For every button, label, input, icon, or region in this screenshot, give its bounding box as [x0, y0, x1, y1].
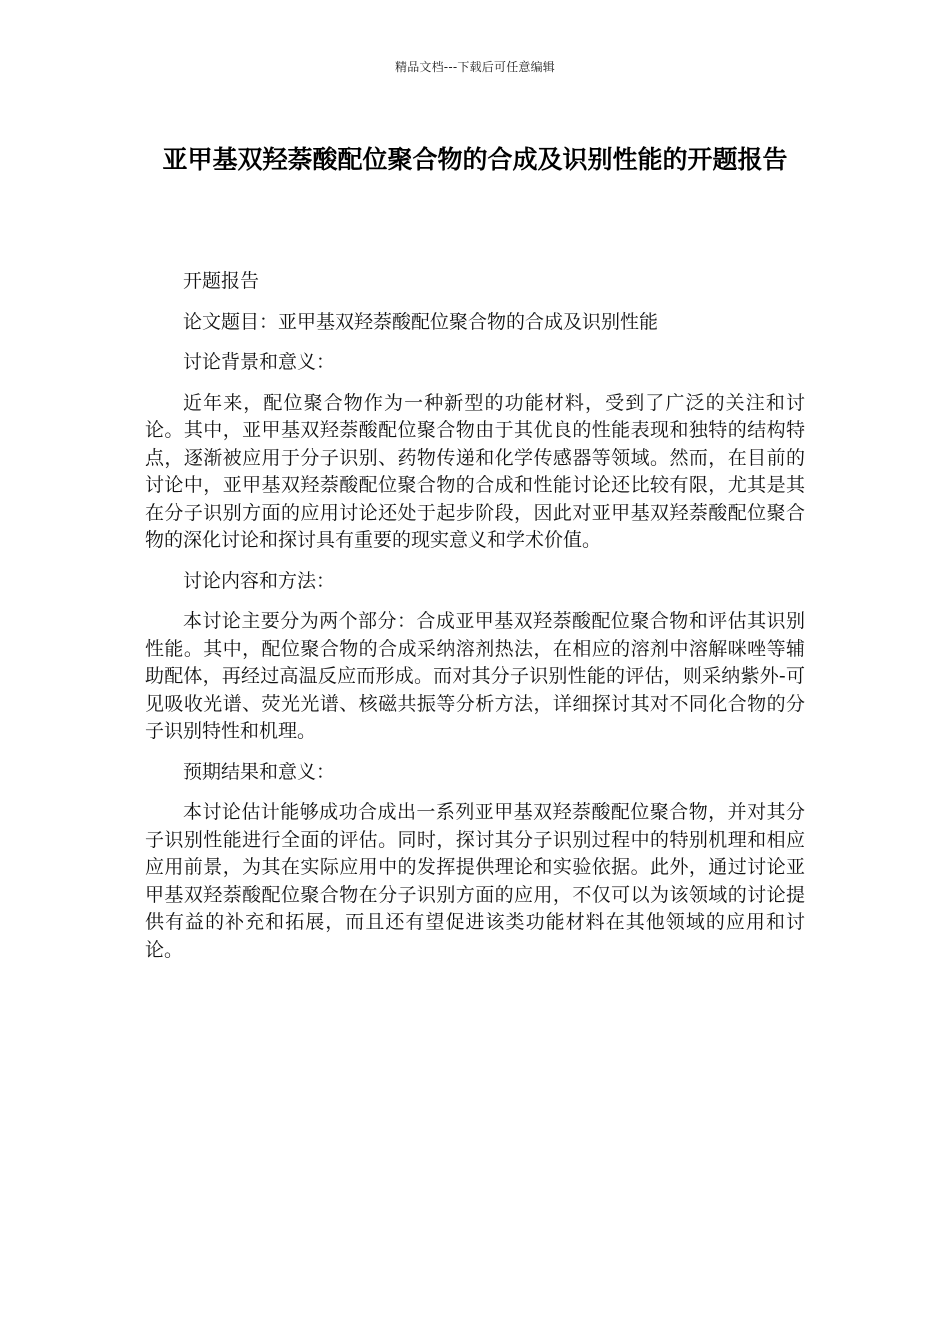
thesis-topic: 论文题目：亚甲基双羟萘酸配位聚合物的合成及识别性能: [183, 310, 659, 333]
paragraph-methods: 本讨论主要分为两个部分：合成亚甲基双羟萘酸配位聚合物和评估其识别性能。其中，配位聚合物的合成采纳溶剂热法，在相应的溶剂中溶解咪唑等辅助配体，再经过高温反应而形成。而对其分子识别性能的评估，则采纳紫外-可见吸收光谱、荧光光谱、核磁共振等分析方法，详细探讨其对不同化合物的分子识别特性和机理。: [145, 610, 805, 742]
header-note: 精品文档---下载后可任意编辑: [395, 60, 555, 74]
section-heading-background: 讨论背景和意义：: [183, 351, 336, 373]
section-label-report: 开题报告: [183, 270, 260, 292]
document-title: 亚甲基双羟萘酸配位聚合物的合成及识别性能的开题报告: [162, 145, 788, 174]
section-heading-expected-results: 预期结果和意义：: [183, 760, 336, 783]
section-heading-methods: 讨论内容和方法：: [183, 569, 336, 592]
document-body: [145, 268, 805, 977]
paragraph-expected-results: 本讨论估计能够成功合成出一系列亚甲基双羟萘酸配位聚合物，并对其分子识别性能进行全面的评估。同时，探讨其分子识别过程中的特别机理和相应应用前景，为其在实际应用中的发挥提供理论和实验依据。此外，通过讨论亚甲基双羟萘酸配位聚合物在分子识别方面的应用，不仅可以为该领域的讨论提供有益的补充和拓展，而且还有望促进该类功能材料在其他领域的应用和讨论。: [145, 801, 805, 961]
paragraph-background: 近年来，配位聚合物作为一种新型的功能材料，受到了广泛的关注和讨论。其中，亚甲基双羟萘酸配位聚合物由于其优良的性能表现和独特的结构特点，逐渐被应用于分子识别、药物传递和化学传感器等领域。然而，在目前的讨论中，亚甲基双羟萘酸配位聚合物的合成和性能讨论还比较有限，尤其是其在分子识别方面的应用讨论还处于起步阶段，因此对亚甲基双羟萘酸配位聚合物的深化讨论和探讨具有重要的现实意义和学术价值。: [145, 391, 805, 551]
